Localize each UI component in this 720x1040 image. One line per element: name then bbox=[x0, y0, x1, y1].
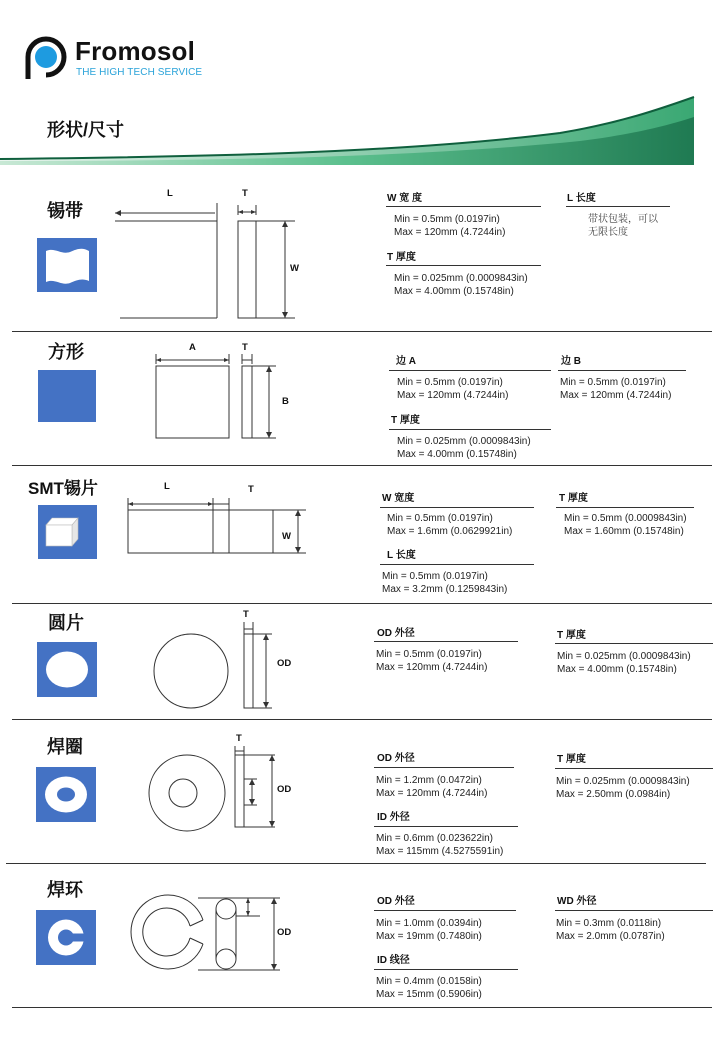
washer-dimension-diagram bbox=[145, 742, 285, 834]
dim-label-t: T bbox=[243, 609, 249, 620]
dim-label-od: OD bbox=[277, 658, 292, 669]
prop-underline bbox=[386, 265, 541, 266]
prop-values: Min = 0.5mm (0.0197in) Max = 120mm (4.7244in) bbox=[397, 377, 509, 401]
dim-label-w: W bbox=[290, 263, 299, 274]
prop-label: L 长度 bbox=[567, 193, 596, 204]
prop-values: Min = 0.5mm (0.0009843in) Max = 1.60mm (0.15748in) bbox=[564, 513, 687, 537]
prop-underline bbox=[380, 507, 534, 508]
section-title-smt: SMT锡片 bbox=[28, 479, 98, 498]
dim-label-t: T bbox=[242, 188, 248, 199]
ring-thumbnail-icon bbox=[36, 910, 96, 965]
square-thumbnail-icon bbox=[38, 370, 96, 422]
section-title-washer: 焊圈 bbox=[47, 737, 83, 757]
brand-name: Fromosol bbox=[75, 36, 196, 66]
prop-label: 边 A bbox=[396, 356, 416, 367]
prop-values: Min = 0.5mm (0.0197in) Max = 120mm (4.7244in) bbox=[560, 377, 672, 401]
prop-underline bbox=[555, 910, 713, 911]
brand-tagline: THE HIGH TECH SERVICE bbox=[76, 67, 203, 78]
prop-label: ID 外径 bbox=[377, 812, 410, 823]
section-title-ribbon: 锡带 bbox=[47, 201, 83, 221]
prop-underline bbox=[374, 910, 516, 911]
prop-values: Min = 0.025mm (0.0009843in) Max = 2.50mm (0.0984in) bbox=[556, 776, 690, 800]
prop-values: Min = 0.025mm (0.0009843in) Max = 4.00mm (0.15748in) bbox=[394, 273, 528, 297]
prop-values: Min = 0.5mm (0.0197in) Max = 1.6mm (0.0629921in) bbox=[387, 513, 513, 537]
disc-thumbnail-icon bbox=[37, 642, 97, 697]
section-divider bbox=[12, 719, 712, 720]
prop-label: WD 外径 bbox=[557, 896, 597, 907]
fromosol-logo-icon bbox=[22, 33, 70, 81]
section-divider bbox=[6, 863, 706, 864]
prop-underline bbox=[389, 429, 551, 430]
prop-values: Min = 1.0mm (0.0394in) Max = 19mm (0.7480in) bbox=[376, 918, 482, 942]
prop-underline bbox=[558, 370, 686, 371]
dim-label-l: L bbox=[164, 481, 170, 492]
prop-values: Min = 0.3mm (0.0118in) Max = 2.0mm (0.0787in) bbox=[556, 918, 665, 942]
dim-label-od: OD bbox=[277, 784, 292, 795]
disc-dimension-diagram bbox=[150, 618, 280, 710]
washer-thumbnail-icon bbox=[36, 767, 96, 822]
smt-dimension-diagram bbox=[122, 488, 312, 560]
prop-underline bbox=[374, 969, 518, 970]
section-divider bbox=[12, 331, 712, 332]
prop-underline bbox=[380, 564, 534, 565]
prop-label: OD 外径 bbox=[377, 753, 415, 764]
dim-label-od: OD bbox=[277, 927, 292, 938]
prop-label: T 厚度 bbox=[391, 415, 420, 426]
dim-label-t: T bbox=[242, 342, 248, 353]
square-dimension-diagram bbox=[150, 350, 290, 442]
prop-values: Min = 0.5mm (0.0197in) Max = 120mm (4.7244in) bbox=[394, 214, 506, 238]
prop-label: 边 B bbox=[561, 356, 581, 367]
dim-label-w: W bbox=[282, 531, 291, 542]
section-title-disc: 圆片 bbox=[48, 613, 84, 633]
prop-underline bbox=[566, 206, 670, 207]
prop-label: T 厚度 bbox=[557, 630, 586, 641]
prop-label: W 宽 度 bbox=[387, 193, 422, 204]
prop-values: Min = 0.025mm (0.0009843in) Max = 4.00mm (0.15748in) bbox=[397, 436, 531, 460]
prop-label: OD 外径 bbox=[377, 896, 415, 907]
prop-label: ID 线径 bbox=[377, 955, 410, 966]
prop-underline bbox=[374, 826, 518, 827]
dim-label-t: T bbox=[236, 733, 242, 744]
prop-values: Min = 0.5mm (0.0197in) Max = 120mm (4.7244in) bbox=[376, 649, 488, 673]
ring-dimension-diagram bbox=[128, 888, 288, 976]
prop-underline bbox=[389, 370, 551, 371]
prop-underline bbox=[386, 206, 541, 207]
prop-label: T 厚度 bbox=[559, 493, 588, 504]
prop-label: OD 外径 bbox=[377, 628, 415, 639]
dim-label-l: L bbox=[167, 188, 173, 199]
prop-values: Min = 0.025mm (0.0009843in) Max = 4.00mm (0.15748in) bbox=[557, 651, 691, 675]
ribbon-dimension-diagram bbox=[105, 185, 310, 325]
prop-values: Min = 1.2mm (0.0472in) Max = 120mm (4.7244in) bbox=[376, 775, 488, 799]
header-banner bbox=[0, 95, 696, 167]
dim-label-b: B bbox=[282, 396, 289, 407]
page-title: 形状/尺寸 bbox=[47, 120, 125, 140]
prop-label: W 宽度 bbox=[382, 493, 415, 504]
prop-values: Min = 0.4mm (0.0158in) Max = 15mm (0.5906in) bbox=[376, 976, 482, 1000]
prop-values: Min = 0.6mm (0.023622in) Max = 115mm (4.5275591in) bbox=[376, 833, 504, 857]
ribbon-thumbnail-icon bbox=[37, 238, 97, 292]
prop-underline bbox=[556, 507, 694, 508]
prop-values: Min = 0.5mm (0.0197in) Max = 3.2mm (0.1259843in) bbox=[382, 571, 508, 595]
prop-underline bbox=[374, 641, 518, 642]
prop-values: 带状包装，可以 无限长度 bbox=[588, 214, 658, 238]
dim-label-t: T bbox=[248, 484, 254, 495]
dim-label-a: A bbox=[189, 342, 196, 353]
prop-label: T 厚度 bbox=[557, 754, 586, 765]
section-divider bbox=[12, 465, 712, 466]
prop-underline bbox=[374, 767, 514, 768]
section-divider bbox=[12, 603, 712, 604]
prop-underline bbox=[555, 643, 713, 644]
prop-underline bbox=[555, 768, 713, 769]
section-title-square: 方形 bbox=[48, 342, 84, 362]
section-title-ring: 焊环 bbox=[47, 880, 83, 900]
smt-thumbnail-icon bbox=[38, 505, 97, 559]
section-divider bbox=[12, 1007, 712, 1008]
prop-label: T 厚度 bbox=[387, 252, 416, 263]
prop-label: L 长度 bbox=[387, 550, 416, 561]
